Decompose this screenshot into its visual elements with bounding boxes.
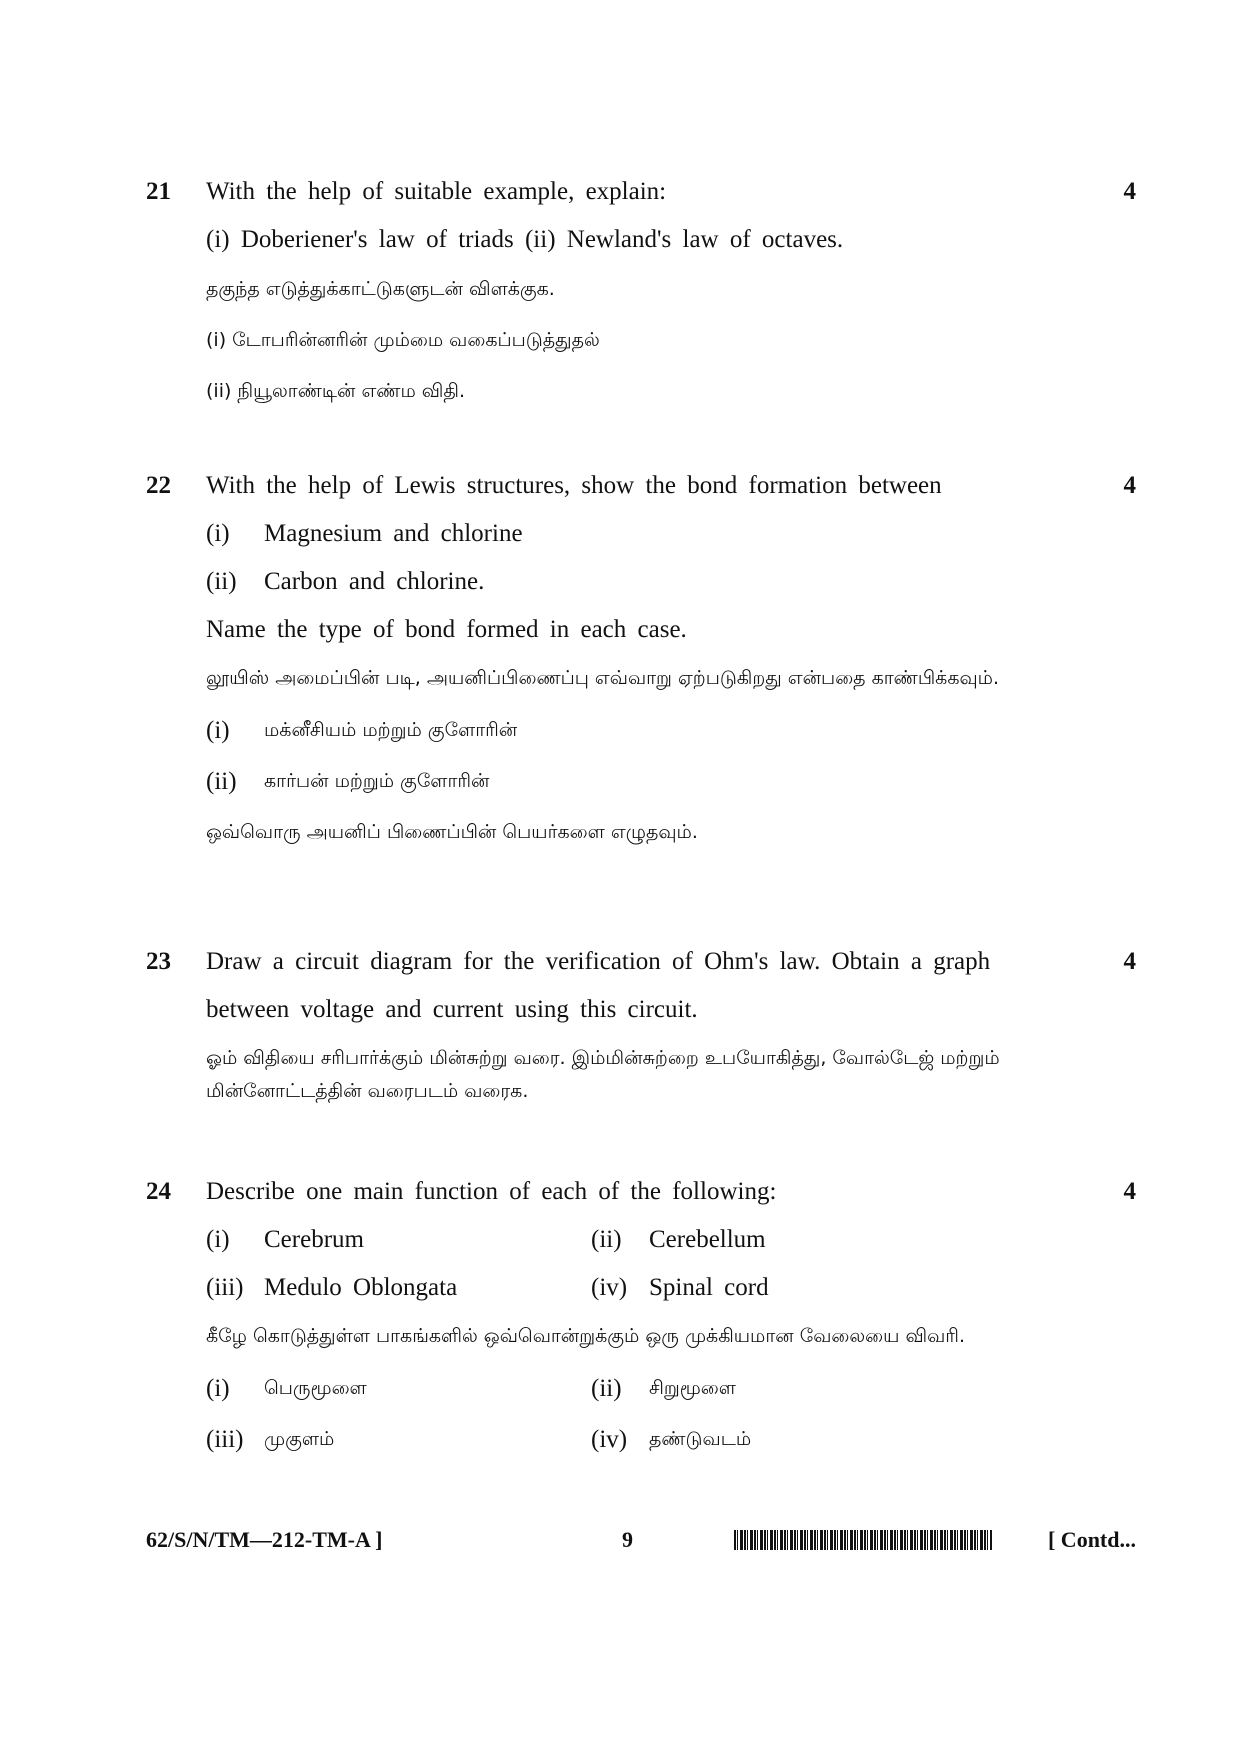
tamil-item — [591, 1414, 976, 1465]
item-text: கார்பன் மற்றும் குளோரின் — [264, 770, 490, 792]
question-item — [206, 510, 1066, 558]
item-number: (iii) — [206, 1274, 244, 1301]
item-number: (i) — [206, 717, 230, 744]
tamil-item — [206, 1414, 591, 1465]
tamil-paragraph: ஓம் விதியை சரிபார்க்கும் மின்சுற்று வரை. இம்மின்சுற்றை உபயோகித்து, வோல்டேஜ் மற்றும் மின்னோட்டத்தின் வரைபடம் வரைக. — [206, 1047, 1000, 1102]
page-footer — [146, 1522, 1136, 1558]
question-body — [206, 168, 1066, 417]
item-text: Medulo Oblongata — [264, 1274, 458, 1301]
question-number: 23 — [146, 948, 171, 975]
item-number: (iii) — [206, 1426, 244, 1453]
question-body — [206, 462, 1066, 858]
tamil-item — [206, 705, 1066, 756]
item-text: பெருமூளை — [264, 1377, 367, 1399]
tamil-item-row — [206, 1414, 1066, 1465]
question-item — [591, 1216, 976, 1264]
continued-label: [ Contd... — [1047, 1527, 1136, 1552]
tamil-paragraph: லூயிஸ் அமைப்பின் படி, அயனிப்பிணைப்பு எவ்வாறு ஏற்படுகிறது என்பதை காண்பிக்கவும். — [206, 667, 999, 689]
question-item — [591, 1264, 976, 1312]
item-text: Cerebellum — [649, 1226, 766, 1253]
item-number: (i) — [206, 1375, 230, 1402]
item-number: (ii) — [591, 1226, 622, 1253]
question-marks: 4 — [1123, 472, 1136, 499]
question-marks: 4 — [1123, 178, 1136, 205]
tamil-paragraph: கீழே கொடுத்துள்ள பாகங்களில் ஒவ்வொன்றுக்கும் ஒரு முக்கியமான வேலையை விவரி. — [206, 1325, 965, 1347]
item-text: Carbon and chlorine. — [264, 568, 485, 595]
tamil-text-line: (i) டோபரின்னரின் மும்மை வகைப்படுத்துதல் — [206, 329, 600, 351]
tamil-item — [206, 1363, 591, 1414]
item-number: (ii) — [591, 1375, 622, 1402]
item-row — [206, 1264, 1066, 1312]
item-text: Magnesium and chlorine — [264, 520, 523, 547]
question-stem: With the help of Lewis structures, show the bond formation between — [206, 472, 942, 499]
item-text: மக்னீசியம் மற்றும் குளோரின் — [264, 719, 518, 741]
page-number: 9 — [622, 1527, 633, 1552]
item-text: Cerebrum — [264, 1226, 364, 1253]
tamil-text-line: தகுந்த எடுத்துக்காட்டுகளுடன் விளக்குக. — [206, 278, 555, 300]
tamil-item — [591, 1363, 976, 1414]
question-text-line: With the help of suitable example, explain: — [206, 178, 667, 205]
tamil-text-line: (ii) நியூலாண்டின் எண்ம விதி. — [206, 380, 466, 402]
tamil-tail: ஒவ்வொரு அயனிப் பிணைப்பின் பெயர்களை எழுதவும். — [206, 821, 698, 843]
question-body — [206, 1168, 1066, 1465]
question-text-line: (i) Doberiener's law of triads (ii) Newland's law of octaves. — [206, 226, 844, 253]
paper-code: 62/S/N/TM—212-TM-A ] — [146, 1527, 383, 1552]
question-item — [206, 558, 1066, 606]
question-stem: Describe one main function of each of the following: — [206, 1178, 777, 1205]
question-text-line: between voltage and current using this circuit. — [206, 996, 698, 1023]
question-body — [206, 938, 1066, 1118]
item-number: (iv) — [591, 1274, 628, 1301]
item-number: (i) — [206, 1226, 230, 1253]
item-row — [206, 1216, 1066, 1264]
item-text: தண்டுவடம் — [649, 1428, 752, 1450]
question-number: 22 — [146, 472, 171, 499]
item-text: முகுளம் — [264, 1428, 335, 1450]
question-marks: 4 — [1123, 948, 1136, 975]
tamil-item — [206, 756, 1066, 807]
question-tail: Name the type of bond formed in each case. — [206, 616, 687, 643]
item-number: (i) — [206, 520, 230, 547]
item-number: (ii) — [206, 768, 237, 795]
barcode — [734, 1530, 992, 1550]
item-number: (iv) — [591, 1426, 628, 1453]
question-number: 24 — [146, 1178, 171, 1205]
item-number: (ii) — [206, 568, 237, 595]
question-marks: 4 — [1123, 1178, 1136, 1205]
item-text: சிறுமூளை — [649, 1377, 736, 1399]
question-item — [206, 1264, 591, 1312]
question-number: 21 — [146, 178, 171, 205]
tamil-item-row — [206, 1363, 1066, 1414]
question-text-line: Draw a circuit diagram for the verification of Ohm's law. Obtain a graph — [206, 948, 991, 975]
item-text: Spinal cord — [649, 1274, 769, 1301]
question-item — [206, 1216, 591, 1264]
